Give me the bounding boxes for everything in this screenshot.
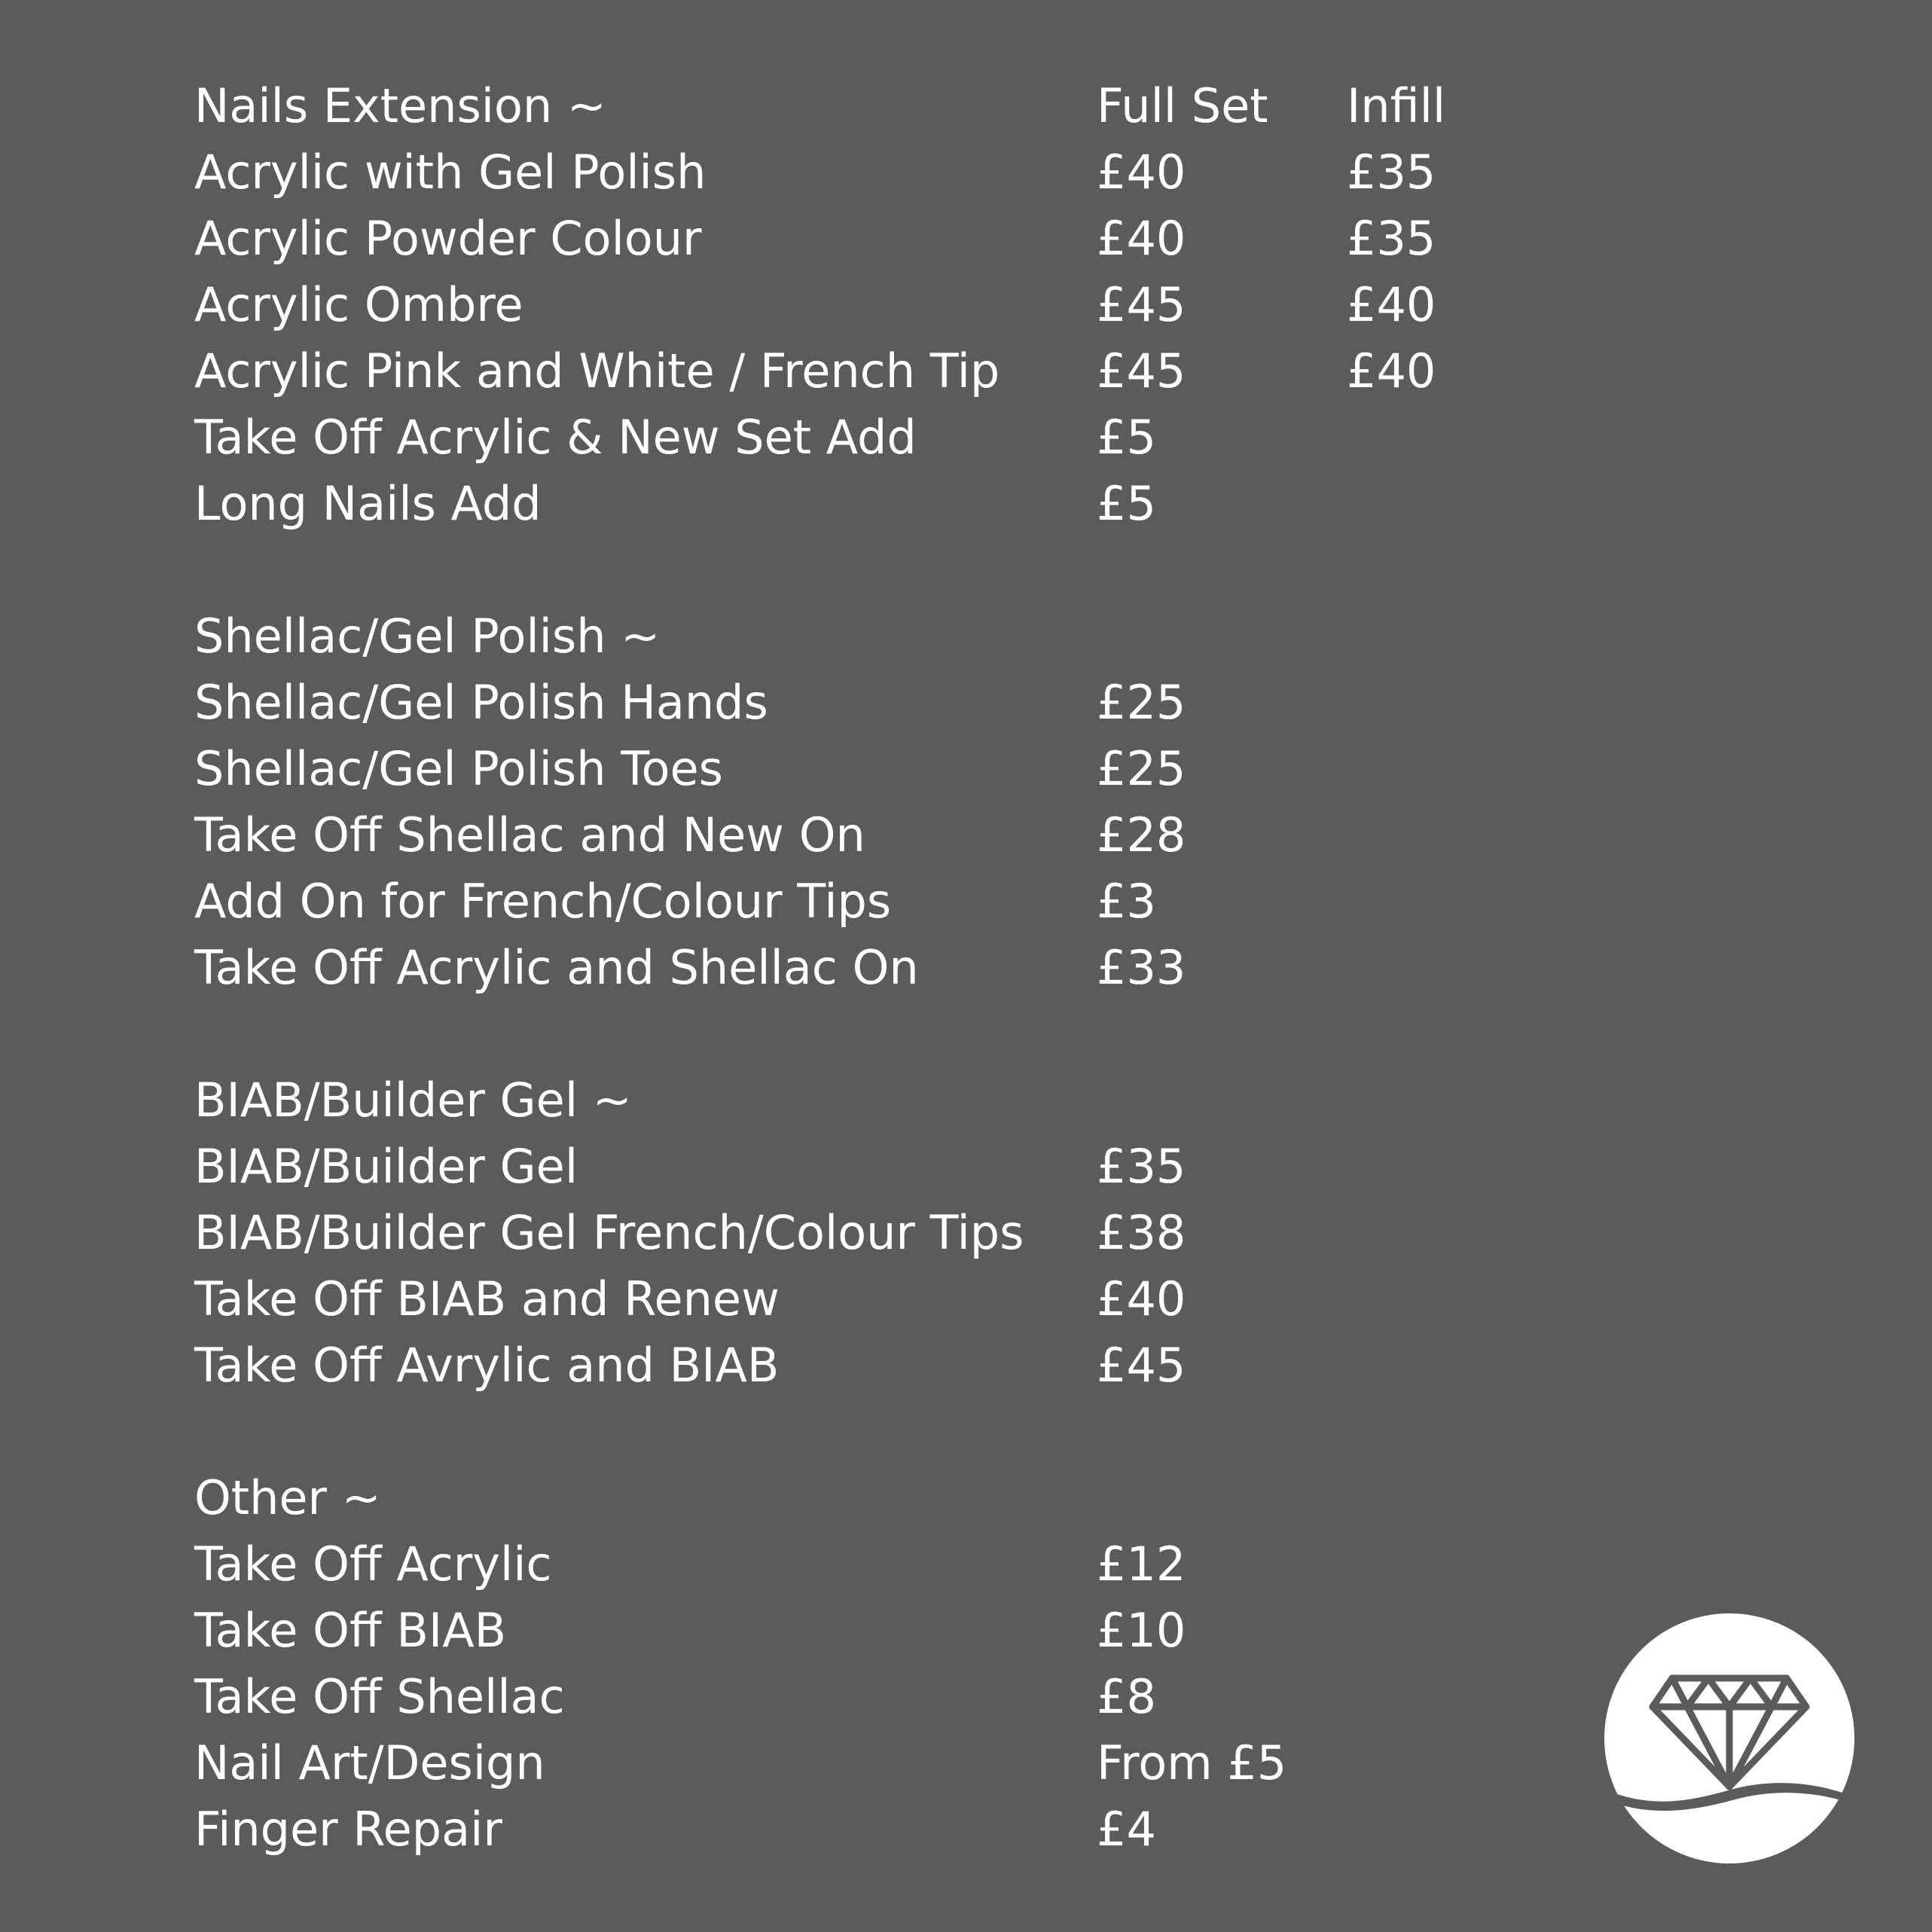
price: £35 (1097, 1139, 1186, 1194)
service-name: Add On for French/Colour Tips (194, 874, 892, 929)
full-set-price: £40 (1097, 145, 1186, 200)
section-spacer (194, 537, 1550, 603)
service-name: Shellac/Gel Polish Hands (194, 675, 768, 730)
price: £25 (1097, 741, 1186, 796)
price-row (194, 272, 1550, 338)
column-header-full-set: Full Set (1097, 78, 1268, 133)
service-name: Acrylic Ombre (194, 277, 523, 332)
service-name: Acrylic Powder Colour (194, 211, 702, 266)
price: £45 (1097, 1338, 1186, 1393)
service-name: Take Off BIAB and Renew (194, 1271, 780, 1326)
price-row (194, 1134, 1550, 1200)
biab-header-row (194, 1067, 1550, 1134)
section-spacer (194, 1399, 1550, 1465)
infill-price: £40 (1347, 277, 1436, 332)
service-name: Take Off Acrylic & New Set Add (194, 410, 917, 465)
service-name: Acrylic Pink and White / French Tip (194, 343, 1000, 398)
section-spacer (194, 1001, 1550, 1067)
infill-price: £35 (1347, 211, 1436, 266)
service-name: BIAB/Builder Gel (194, 1139, 578, 1194)
price-row (194, 1730, 1550, 1796)
other-header-row (194, 1465, 1550, 1531)
price: £38 (1097, 1205, 1186, 1260)
service-name: Long Nails Add (194, 476, 542, 531)
price-row (194, 1200, 1550, 1266)
column-header-infill: Infill (1347, 78, 1446, 133)
price-row (194, 736, 1550, 802)
price-row (194, 935, 1550, 1001)
service-name: BIAB/Builder Gel French/Colour Tips (194, 1205, 1024, 1260)
price: £12 (1097, 1537, 1186, 1592)
service-name: Take Off Shellac (194, 1669, 565, 1724)
price-row (194, 206, 1550, 272)
section-title-shellac: Shellac/Gel Polish ~ (194, 609, 661, 664)
price-row (194, 1531, 1550, 1598)
full-set-price: £45 (1097, 343, 1186, 398)
full-set-price: £45 (1097, 277, 1186, 332)
price-row (194, 1266, 1550, 1332)
price: £4 (1097, 1802, 1156, 1857)
price-row (194, 1598, 1550, 1664)
service-name: Take Off Shellac and New On (194, 807, 865, 862)
service-name: Finger Repair (194, 1802, 502, 1857)
price: £33 (1097, 940, 1186, 995)
price-row (194, 471, 1550, 537)
service-name: Nail Art/Design (194, 1735, 545, 1790)
price: £40 (1097, 1271, 1186, 1326)
price: £10 (1097, 1603, 1186, 1658)
price-row (194, 868, 1550, 935)
price-row (194, 670, 1550, 736)
service-name: Acrylic with Gel Polish (194, 145, 707, 200)
service-name: Take Off Acrylic and Shellac On (194, 940, 919, 995)
price-row (194, 1796, 1550, 1863)
infill-price: £40 (1347, 343, 1436, 398)
service-name: Take Off BIAB (194, 1603, 507, 1658)
service-name: Shellac/Gel Polish Toes (194, 741, 723, 796)
price: £3 (1097, 874, 1156, 929)
price-row (194, 139, 1550, 206)
diamond-logo-icon (1603, 1612, 1856, 1865)
price: £8 (1097, 1669, 1156, 1724)
price: From £5 (1097, 1735, 1287, 1790)
section-title-biab: BIAB/Builder Gel ~ (194, 1073, 632, 1128)
price: £25 (1097, 675, 1186, 730)
full-set-price: £40 (1097, 211, 1186, 266)
shellac-header-row (194, 603, 1550, 670)
full-set-price: £5 (1097, 476, 1156, 531)
infill-price: £35 (1347, 145, 1436, 200)
service-name: Take Off Acrylic (194, 1537, 552, 1592)
price-row (194, 338, 1550, 404)
section-title-nails-extension: Nails Extension ~ (194, 78, 606, 133)
price-row (194, 1664, 1550, 1730)
section-title-other: Other ~ (194, 1470, 381, 1525)
price-row (194, 404, 1550, 471)
full-set-price: £5 (1097, 410, 1156, 465)
price-row (194, 802, 1550, 868)
price: £28 (1097, 807, 1186, 862)
price-menu (194, 73, 1550, 1863)
nails-extension-header-row (194, 73, 1550, 139)
price-row (194, 1332, 1550, 1399)
service-name: Take Off Avrylic and BIAB (194, 1338, 780, 1393)
